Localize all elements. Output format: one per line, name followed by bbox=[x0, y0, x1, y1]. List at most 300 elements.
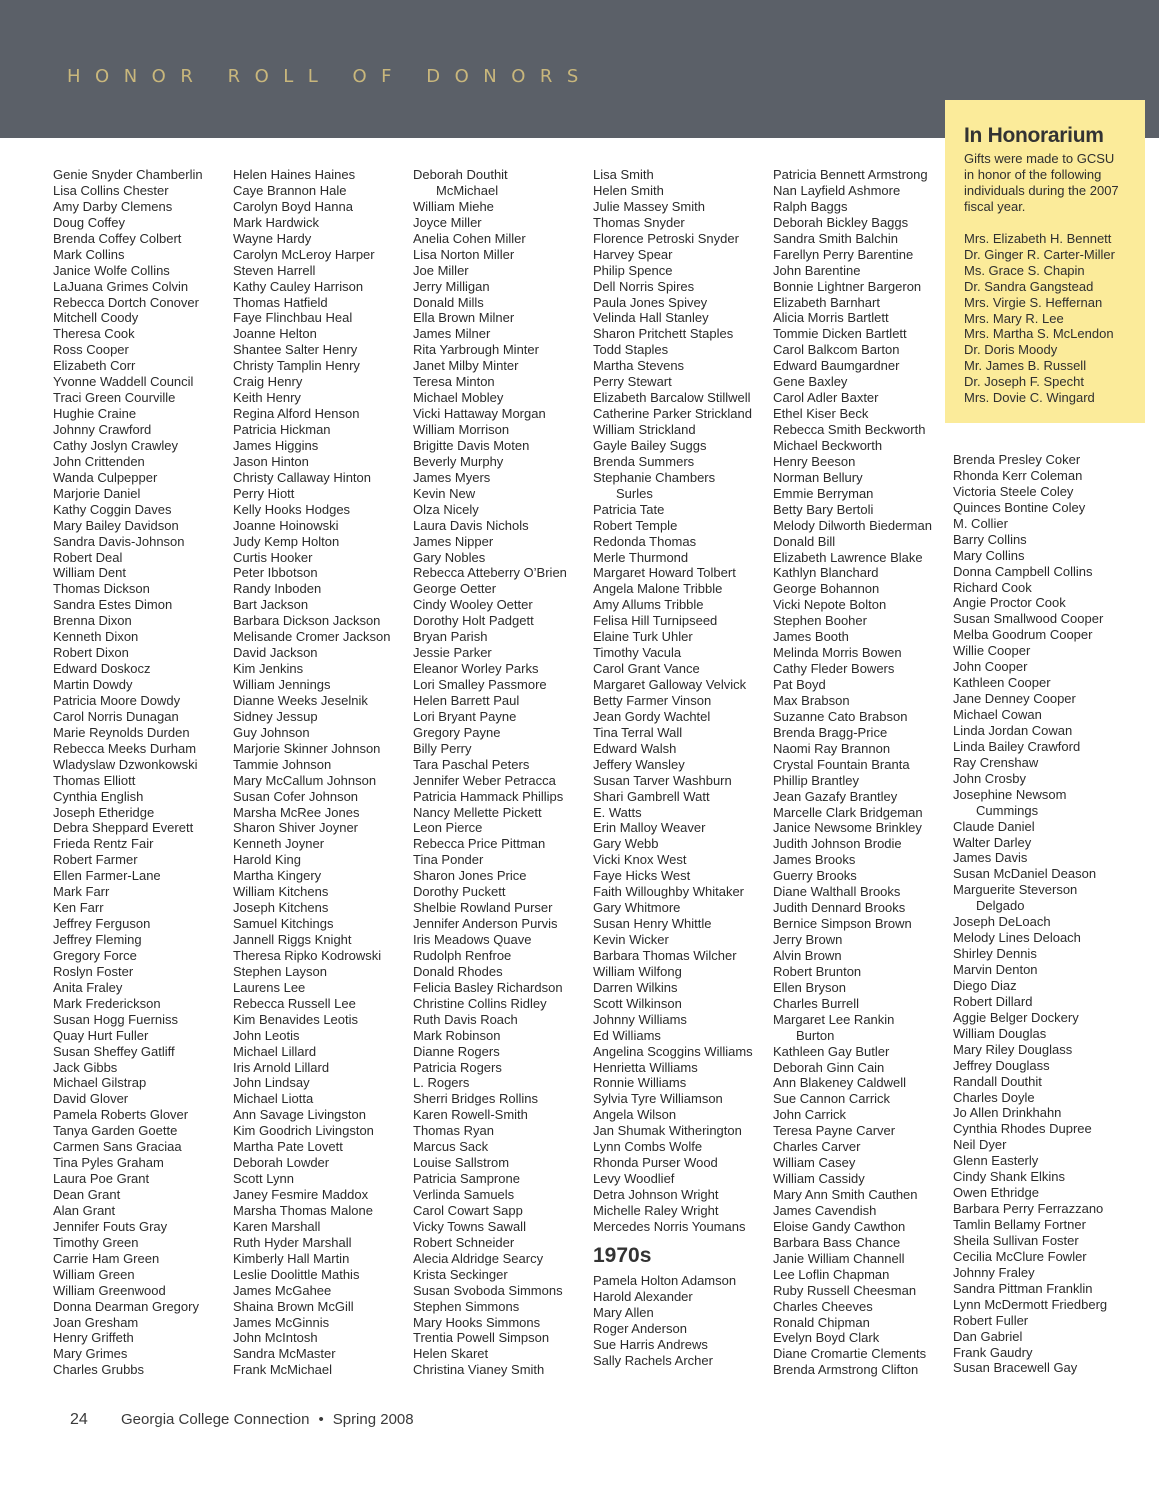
donor-name: Tina Pyles Graham bbox=[53, 1155, 164, 1171]
donor-name: Levy Woodlief bbox=[593, 1171, 675, 1187]
donor-name: Trentia Powell Simpson bbox=[413, 1330, 550, 1346]
donor-name: Perry Stewart bbox=[593, 374, 672, 390]
donor-name: Tammie Johnson bbox=[233, 756, 332, 772]
donor-name: Nan Layfield Ashmore bbox=[773, 182, 901, 198]
donor-name: William Casey bbox=[773, 1155, 856, 1171]
donor-name: Wladyslaw Dzwonkowski bbox=[53, 756, 198, 772]
donor-name: Joan Gresham bbox=[53, 1314, 139, 1330]
honorarium-box bbox=[945, 100, 1145, 423]
donor-name: William Greenwood bbox=[53, 1282, 166, 1298]
donor-name: Judith Johnson Brodie bbox=[773, 836, 902, 852]
donor-name: Timothy Vacula bbox=[593, 645, 682, 661]
donor-name: Barbara Perry Ferrazzano bbox=[953, 1201, 1104, 1217]
donor-name: Wayne Hardy bbox=[233, 230, 312, 246]
donor-name: William Wilfong bbox=[593, 963, 682, 979]
donor-name: Stephen Simmons bbox=[413, 1298, 520, 1314]
donor-name: Charles Doyle bbox=[953, 1089, 1035, 1105]
donor-name: Darren Wilkins bbox=[593, 979, 678, 995]
donor-name: Diego Diaz bbox=[953, 977, 1017, 993]
page-footer bbox=[70, 1411, 414, 1429]
donor-name: Kim Jenkins bbox=[233, 661, 304, 677]
donor-name: Krista Seckinger bbox=[413, 1266, 508, 1282]
donor-name: John Leotis bbox=[233, 1027, 300, 1043]
donor-name: Carmen Sans Graciaa bbox=[53, 1139, 182, 1155]
donor-name: Joyce Miller bbox=[413, 214, 482, 230]
donor-name: Ellen Bryson bbox=[773, 979, 846, 995]
donor-name: William Cassidy bbox=[773, 1171, 865, 1187]
donor-name: Gayle Bailey Suggs bbox=[593, 437, 707, 453]
donor-name: Marcelle Clark Bridgeman bbox=[773, 804, 923, 820]
donor-name: Linda Bailey Crawford bbox=[953, 738, 1081, 754]
donor-name: William Morrison bbox=[413, 422, 510, 437]
donor-name: Pat Boyd bbox=[773, 677, 826, 692]
donor-name: Rebecca Smith Beckworth bbox=[773, 422, 926, 437]
donor-name: Evelyn Boyd Clark bbox=[773, 1330, 880, 1346]
donor-name: Tina Ponder bbox=[413, 852, 484, 868]
donor-name: Sandra Pittman Franklin bbox=[953, 1280, 1093, 1296]
donor-name: Roger Anderson bbox=[593, 1320, 687, 1336]
donor-name: Mercedes Norris Youmans bbox=[593, 1218, 746, 1234]
donor-name: Yvonne Waddell Council bbox=[53, 374, 194, 390]
donor-name: M. Collier bbox=[953, 515, 1008, 531]
donor-name: Janice Newsome Brinkley bbox=[773, 820, 922, 836]
donor-name: Robert Dixon bbox=[53, 645, 129, 661]
donor-name: Nancy Mellette Pickett bbox=[413, 804, 542, 820]
donor-name: Regina Alford Henson bbox=[233, 406, 360, 422]
donor-name: Paula Jones Spivey bbox=[593, 294, 708, 310]
donor-name: Sandra McMaster bbox=[233, 1346, 336, 1362]
donor-name: Betty Bary Bertoli bbox=[773, 501, 874, 517]
donor-name: Susan Bracewell Gay bbox=[953, 1360, 1078, 1376]
donor-name: Vicki Hattaway Morgan bbox=[413, 406, 546, 422]
donor-name: Claude Daniel bbox=[953, 818, 1035, 834]
honoree-name: Dr. Joseph F. Specht bbox=[964, 374, 1084, 390]
donor-name: Carol Cowart Sapp bbox=[413, 1202, 523, 1218]
donor-name: Mark Robinson bbox=[413, 1027, 501, 1043]
donor-name: Mark Collins bbox=[53, 246, 125, 262]
donor-name: Vicki Nepote Bolton bbox=[773, 597, 887, 613]
donor-name: Mary Ann Smith Cauthen bbox=[773, 1187, 918, 1202]
donor-name: Rita Yarbrough Minter bbox=[413, 342, 539, 358]
donor-name: Brenda Armstrong Clifton bbox=[773, 1362, 919, 1378]
donor-name: Jack Gibbs bbox=[53, 1059, 118, 1075]
donor-name: Bernice Simpson Brown bbox=[773, 916, 912, 932]
donor-name: Lisa Smith bbox=[593, 167, 654, 182]
donor-name: John Crittenden bbox=[53, 453, 145, 469]
donor-name: Sue Harris Andrews bbox=[593, 1336, 708, 1352]
honoree-name: Dr. Doris Moody bbox=[964, 342, 1058, 358]
donor-name: Judith Dennard Brooks bbox=[773, 900, 906, 916]
donor-name: Max Brabson bbox=[773, 692, 850, 708]
donor-name: Lee Loflin Chapman bbox=[773, 1266, 890, 1282]
donor-name: Michael Gilstrap bbox=[53, 1075, 147, 1091]
donor-name: Lori Smalley Passmore bbox=[413, 677, 547, 692]
donor-name: Dell Norris Spires bbox=[593, 278, 695, 294]
donor-name: Gene Baxley bbox=[773, 374, 848, 390]
donor-name: Guy Johnson bbox=[233, 724, 310, 740]
donor-name: Shirley Dennis bbox=[953, 946, 1037, 962]
donor-name: Gregory Force bbox=[53, 947, 137, 963]
donor-name: Barry Collins bbox=[953, 531, 1027, 547]
donor-name: Marguerite Steverson bbox=[953, 882, 1078, 898]
donor-name: Barbara Bass Chance bbox=[773, 1234, 901, 1250]
donor-name: Melba Goodrum Cooper bbox=[953, 627, 1093, 643]
donor-name: Traci Green Courville bbox=[53, 390, 176, 406]
donor-name: Susan Sheffey Gatliff bbox=[53, 1043, 175, 1059]
donor-name: Rebecca Dortch Conover bbox=[53, 294, 199, 310]
donor-name: Leon Pierce bbox=[413, 820, 483, 836]
donor-name: Deborah Douthit bbox=[413, 167, 508, 182]
donor-name: Elizabeth Barcalow Stillwell bbox=[593, 390, 751, 406]
donor-name: Kevin New bbox=[413, 485, 476, 501]
donor-name: Jean Gazafy Brantley bbox=[773, 788, 898, 804]
donor-name: Elizabeth Lawrence Blake bbox=[773, 549, 923, 565]
donor-name: Dianne Weeks Jeselnik bbox=[233, 692, 368, 708]
donor-name: Cummings bbox=[976, 802, 1039, 818]
donor-name: Anita Fraley bbox=[53, 979, 123, 995]
donor-name: Joanne Hoinowski bbox=[233, 517, 339, 533]
donor-name: Sharon Pritchett Staples bbox=[593, 326, 734, 342]
donor-name: Dan Gabriel bbox=[953, 1328, 1023, 1344]
donor-name: Christine Collins Ridley bbox=[413, 995, 547, 1011]
donor-name: Beverly Murphy bbox=[413, 453, 504, 469]
donor-name: Mark Hardwick bbox=[233, 214, 319, 230]
donor-name: Doug Coffey bbox=[53, 214, 126, 230]
donor-name: Jeffrey Fleming bbox=[53, 932, 142, 947]
donor-name: Edward Doskocz bbox=[53, 661, 151, 677]
donor-name: Stephanie Chambers bbox=[593, 469, 716, 485]
donor-name: Laura Davis Nichols bbox=[413, 517, 529, 533]
donor-name: Curtis Hooker bbox=[233, 549, 313, 565]
donor-name: John Barentine bbox=[773, 262, 861, 278]
donor-name: Janie William Channell bbox=[773, 1250, 905, 1266]
donor-name: Neil Dyer bbox=[953, 1137, 1007, 1153]
donor-name: Helen Haines Haines bbox=[233, 167, 356, 182]
donor-name: Perry Hiott bbox=[233, 485, 295, 501]
donor-name: Sandra Smith Balchin bbox=[773, 230, 899, 246]
donor-name: Jo Allen Drinkhahn bbox=[953, 1105, 1062, 1121]
donor-name: Dianne Rogers bbox=[413, 1043, 500, 1059]
donor-name: Edward Baumgardner bbox=[773, 358, 900, 374]
donor-name: Johnny Williams bbox=[593, 1011, 687, 1027]
donor-name: Vicki Knox West bbox=[593, 852, 687, 868]
donor-name: Melody Dilworth Biederman bbox=[773, 517, 932, 533]
donor-name: Karen Rowell-Smith bbox=[413, 1107, 528, 1123]
donor-name: John Lindsay bbox=[233, 1075, 310, 1091]
donor-name: Charles Grubbs bbox=[53, 1362, 145, 1378]
donor-name: Mary Collins bbox=[953, 547, 1025, 563]
donor-name: Kathy Coggin Daves bbox=[53, 501, 172, 517]
donor-name: James Cavendish bbox=[773, 1202, 877, 1218]
donor-name: Louise Sallstrom bbox=[413, 1155, 510, 1171]
donor-name: Donald Rhodes bbox=[413, 963, 503, 979]
honoree-name: Mrs. Martha S. McLendon bbox=[964, 326, 1114, 342]
donor-name: Naomi Ray Brannon bbox=[773, 740, 891, 756]
donor-name: Sharon Jones Price bbox=[413, 868, 527, 884]
donor-name: Susan Tarver Washburn bbox=[593, 772, 732, 788]
donor-name: Jennifer Fouts Gray bbox=[53, 1218, 168, 1234]
donor-name: Rebecca Meeks Durham bbox=[53, 740, 197, 756]
donor-name: Robert Dillard bbox=[953, 993, 1033, 1009]
donor-name: Randall Douthit bbox=[953, 1073, 1042, 1089]
donor-name: Cynthia Rhodes Dupree bbox=[953, 1121, 1092, 1137]
donor-name: Rhonda Kerr Coleman bbox=[953, 467, 1083, 483]
donor-name: William Green bbox=[53, 1266, 135, 1282]
donor-name: Tara Paschal Peters bbox=[413, 756, 530, 772]
donor-name: Mary Allen bbox=[593, 1304, 654, 1320]
donor-name: Felisa Hill Turnipseed bbox=[593, 613, 718, 629]
donor-name: Theresa Ripko Kodrowski bbox=[233, 947, 382, 963]
donor-column-6 bbox=[953, 452, 1107, 1376]
donor-name: Rhonda Purser Wood bbox=[593, 1155, 718, 1171]
donor-name: Charles Burrell bbox=[773, 995, 859, 1011]
donor-name: Aggie Belger Dockery bbox=[953, 1009, 1079, 1025]
donor-name: Marcus Sack bbox=[413, 1139, 489, 1155]
donor-name: Cecilia McClure Fowler bbox=[953, 1248, 1087, 1264]
donor-name: Lynn Combs Wolfe bbox=[593, 1139, 703, 1155]
donor-name: Margaret Galloway Velvick bbox=[593, 677, 747, 692]
donor-name: Margaret Howard Tolbert bbox=[593, 565, 736, 581]
honoree-name: Dr. Ginger R. Carter-Miller bbox=[964, 246, 1115, 262]
donor-name: Ann Savage Livingston bbox=[233, 1107, 366, 1123]
donor-name: Patricia Rogers bbox=[413, 1059, 502, 1075]
donor-name: Olza Nicely bbox=[413, 501, 479, 517]
donor-name: Barbara Thomas Wilcher bbox=[593, 947, 737, 963]
donor-name: Michael Beckworth bbox=[773, 437, 883, 453]
donor-name: Teresa Minton bbox=[413, 374, 495, 390]
donor-name: Angela Malone Tribble bbox=[593, 581, 723, 597]
donor-name: Michael Liotta bbox=[233, 1091, 314, 1107]
donor-name: William Miehe bbox=[413, 198, 494, 214]
donor-name: Kenneth Dixon bbox=[53, 629, 139, 645]
donor-name: Ross Cooper bbox=[53, 342, 129, 358]
donor-name: Peter Ibbotson bbox=[233, 565, 318, 581]
donor-name: Judy Kemp Holton bbox=[233, 533, 340, 549]
donor-name: Philip Spence bbox=[593, 262, 673, 278]
donor-name: Rebecca Atteberry O’Brien bbox=[413, 565, 567, 581]
donor-name: Mary McCallum Johnson bbox=[233, 772, 377, 788]
donor-name: Farellyn Perry Barentine bbox=[773, 246, 914, 262]
donor-name: Robert Farmer bbox=[53, 852, 138, 868]
donor-name: Margaret Lee Rankin bbox=[773, 1011, 895, 1027]
donor-name: Sharon Shiver Joyner bbox=[233, 820, 359, 836]
donor-name: Gary Whitmore bbox=[593, 900, 681, 916]
donor-name: Susan Smallwood Cooper bbox=[953, 611, 1104, 627]
donor-name: Thomas Elliott bbox=[53, 772, 136, 788]
donor-name: Kathleen Cooper bbox=[953, 675, 1051, 691]
donor-name: Helen Smith bbox=[593, 182, 664, 198]
donor-name: Shaina Brown McGill bbox=[233, 1298, 354, 1314]
donor-name: Helen Skaret bbox=[413, 1346, 489, 1362]
donor-name: Brigitte Davis Moten bbox=[413, 437, 530, 453]
donor-name: Cindy Wooley Oetter bbox=[413, 597, 533, 613]
donor-name: Faye Flinchbau Heal bbox=[233, 310, 353, 326]
donor-name: William Dent bbox=[53, 565, 126, 581]
donor-name: George Bohannon bbox=[773, 581, 880, 597]
donor-name: Redonda Thomas bbox=[593, 533, 697, 549]
donor-name: Ruby Russell Cheesman bbox=[773, 1282, 917, 1298]
donor-name: Sandra Estes Dimon bbox=[53, 597, 173, 613]
donor-name: Marsha Thomas Malone bbox=[233, 1202, 373, 1218]
donor-name: Thomas Hatfield bbox=[233, 294, 328, 310]
donor-name: Brenna Dixon bbox=[53, 613, 132, 629]
donor-name: Kevin Wicker bbox=[593, 932, 669, 947]
donor-name: McMichael bbox=[436, 182, 499, 198]
donor-name: Kathleen Gay Butler bbox=[773, 1043, 890, 1059]
donor-name: Marsha McRee Jones bbox=[233, 804, 360, 820]
honorarium-intro: Gifts were made to GCSU in honor of the following individuals during the 2007 fiscal year. bbox=[964, 151, 1119, 214]
donor-name: Keith Henry bbox=[233, 390, 301, 406]
donor-name: Rudolph Renfroe bbox=[413, 947, 512, 963]
donor-name: Carol Adler Baxter bbox=[773, 390, 879, 406]
donor-name: Glenn Easterly bbox=[953, 1153, 1039, 1169]
donor-name: Eleanor Worley Parks bbox=[413, 661, 539, 677]
donor-name: Cathy Fleder Bowers bbox=[773, 661, 895, 677]
donor-name: Dean Grant bbox=[53, 1187, 121, 1202]
donor-name: Donald Mills bbox=[413, 294, 484, 310]
donor-name: Josephine Newsom bbox=[953, 786, 1067, 802]
donor-name: Jerry Milligan bbox=[413, 278, 490, 294]
donor-name: Karen Marshall bbox=[233, 1218, 321, 1234]
donor-name: Susan Cofer Johnson bbox=[233, 788, 359, 804]
donor-name: Cynthia English bbox=[53, 788, 144, 804]
donor-name: Ronald Chipman bbox=[773, 1314, 870, 1330]
donor-name: Joseph Kitchens bbox=[233, 900, 329, 916]
donor-name: Richard Cook bbox=[953, 579, 1032, 595]
donor-name: Teresa Payne Carver bbox=[773, 1123, 896, 1139]
donor-name: Genie Snyder Chamberlin bbox=[53, 167, 203, 182]
donor-name: Merle Thurmond bbox=[593, 549, 689, 565]
donor-name: Erin Malloy Weaver bbox=[593, 820, 706, 836]
donor-name: Johnny Fraley bbox=[953, 1264, 1035, 1280]
donor-name: Stephen Layson bbox=[233, 963, 327, 979]
donor-name: Joseph DeLoach bbox=[953, 914, 1051, 930]
donor-name: Robert Brunton bbox=[773, 963, 862, 979]
donor-name: Harold Alexander bbox=[593, 1288, 693, 1304]
donor-name: George Oetter bbox=[413, 581, 497, 597]
donor-name: William Jennings bbox=[233, 677, 331, 692]
donor-name: Lori Bryant Payne bbox=[413, 708, 517, 724]
donor-name: Delgado bbox=[976, 898, 1025, 914]
donor-name: Iris Arnold Lillard bbox=[233, 1059, 330, 1075]
donor-name: Thomas Ryan bbox=[413, 1123, 494, 1139]
donor-name: Stephen Booher bbox=[773, 613, 867, 629]
donor-name: Jerry Brown bbox=[773, 932, 843, 947]
donor-name: Timothy Green bbox=[53, 1234, 139, 1250]
donor-name: Patricia Samprone bbox=[413, 1171, 520, 1187]
donor-name: Jennifer Weber Petracca bbox=[413, 772, 556, 788]
donor-name: Laura Poe Grant bbox=[53, 1171, 150, 1187]
donor-name: Bart Jackson bbox=[233, 597, 309, 613]
donor-name: Joe Miller bbox=[413, 262, 469, 278]
donor-name: Quay Hurt Fuller bbox=[53, 1027, 149, 1043]
honoree-name: Ms. Grace S. Chapin bbox=[964, 262, 1085, 278]
donor-name: Janice Wolfe Collins bbox=[53, 262, 170, 278]
donor-name: Elizabeth Corr bbox=[53, 358, 136, 374]
donor-name: Sheila Sullivan Foster bbox=[953, 1232, 1079, 1248]
donor-name: William Kitchens bbox=[233, 884, 329, 900]
donor-column-4 bbox=[593, 167, 753, 1368]
donor-name: Charles Carver bbox=[773, 1139, 861, 1155]
donor-name: William Douglas bbox=[953, 1025, 1047, 1041]
donor-name: David Glover bbox=[53, 1091, 129, 1107]
donor-name: Joanne Helton bbox=[233, 326, 317, 342]
donor-name: Anelia Cohen Miller bbox=[413, 230, 526, 246]
donor-name: John Crosby bbox=[953, 770, 1026, 786]
donor-name: Marie Reynolds Durden bbox=[53, 724, 190, 740]
donor-name: Barbara Dickson Jackson bbox=[233, 613, 381, 629]
donor-name: Norman Bellury bbox=[773, 469, 863, 485]
donor-name: Brenda Bragg-Price bbox=[773, 724, 888, 740]
donor-name: Kelly Hooks Hodges bbox=[233, 501, 351, 517]
donor-column-1 bbox=[53, 167, 203, 1378]
donor-name: Walter Darley bbox=[953, 834, 1032, 850]
donor-name: Velinda Hall Stanley bbox=[593, 310, 709, 326]
donor-name: Suzanne Cato Brabson bbox=[773, 708, 908, 724]
donor-name: Ethel Kiser Beck bbox=[773, 406, 869, 422]
donor-name: Joseph Etheridge bbox=[53, 804, 155, 820]
donor-name: David Jackson bbox=[233, 645, 318, 661]
honoree-name: Mrs. Virgie S. Heffernan bbox=[964, 294, 1103, 310]
donor-name: Angela Wilson bbox=[593, 1107, 677, 1123]
donor-name: Emmie Berryman bbox=[773, 485, 874, 501]
donor-name: Sidney Jessup bbox=[233, 708, 318, 724]
donor-name: Samuel Kitchings bbox=[233, 916, 334, 932]
donor-name: Tanya Garden Goette bbox=[53, 1123, 178, 1139]
donor-name: Shelbie Rowland Purser bbox=[413, 900, 553, 916]
donor-name: Todd Staples bbox=[593, 342, 669, 358]
donor-name: Felicia Basley Richardson bbox=[413, 979, 563, 995]
donor-name: Melody Lines Deloach bbox=[953, 930, 1081, 946]
donor-name: Sue Cannon Carrick bbox=[773, 1091, 891, 1107]
donor-name: Theresa Cook bbox=[53, 326, 135, 342]
donor-name: Diane Walthall Brooks bbox=[773, 884, 901, 900]
donor-name: Patricia Tate bbox=[593, 501, 665, 517]
donor-name: Amy Darby Clemens bbox=[53, 198, 173, 214]
donor-name: Amy Allums Tribble bbox=[593, 597, 704, 613]
donor-name: Eloise Gandy Cawthon bbox=[773, 1218, 906, 1234]
donor-name: Crystal Fountain Branta bbox=[773, 756, 910, 772]
donor-name: Robert Fuller bbox=[953, 1312, 1029, 1328]
donor-name: Susan Hogg Fuerniss bbox=[53, 1011, 179, 1027]
donor-name: Ken Farr bbox=[53, 900, 104, 916]
donor-name: James Davis bbox=[953, 850, 1028, 866]
donor-name: Carol Grant Vance bbox=[593, 661, 700, 677]
donor-name: Brenda Summers bbox=[593, 453, 695, 469]
donor-name: Ella Brown Milner bbox=[413, 310, 515, 326]
section-title: HONOR ROLL OF DONORS bbox=[67, 66, 593, 87]
donor-name: Gary Nobles bbox=[413, 549, 486, 565]
donor-name: Faith Willoughby Whitaker bbox=[593, 884, 744, 900]
donor-name: Ruth Hyder Marshall bbox=[233, 1234, 352, 1250]
donor-name: John Cooper bbox=[953, 659, 1028, 675]
donor-name: Shantee Salter Henry bbox=[233, 342, 358, 358]
donor-name: Rebecca Russell Lee bbox=[233, 995, 356, 1011]
donor-name: Thomas Snyder bbox=[593, 214, 685, 230]
donor-name: Leslie Doolittle Mathis bbox=[233, 1266, 360, 1282]
donor-name: James McGinnis bbox=[233, 1314, 330, 1330]
donor-name: Mary Riley Douglass bbox=[953, 1041, 1073, 1057]
donor-name: Pamela Roberts Glover bbox=[53, 1107, 189, 1123]
honoree-name: Mrs. Mary R. Lee bbox=[964, 310, 1064, 326]
donor-name: Angelina Scoggins Williams bbox=[593, 1043, 753, 1059]
donor-name: Jean Gordy Wachtel bbox=[593, 708, 711, 724]
donor-name: Ruth Davis Roach bbox=[413, 1011, 518, 1027]
donor-name: Angie Proctor Cook bbox=[953, 595, 1066, 611]
donor-name: Ellen Farmer-Lane bbox=[53, 868, 161, 884]
donor-name: Pamela Holton Adamson bbox=[593, 1272, 737, 1288]
donor-name: Quinces Bontine Coley bbox=[953, 499, 1086, 515]
